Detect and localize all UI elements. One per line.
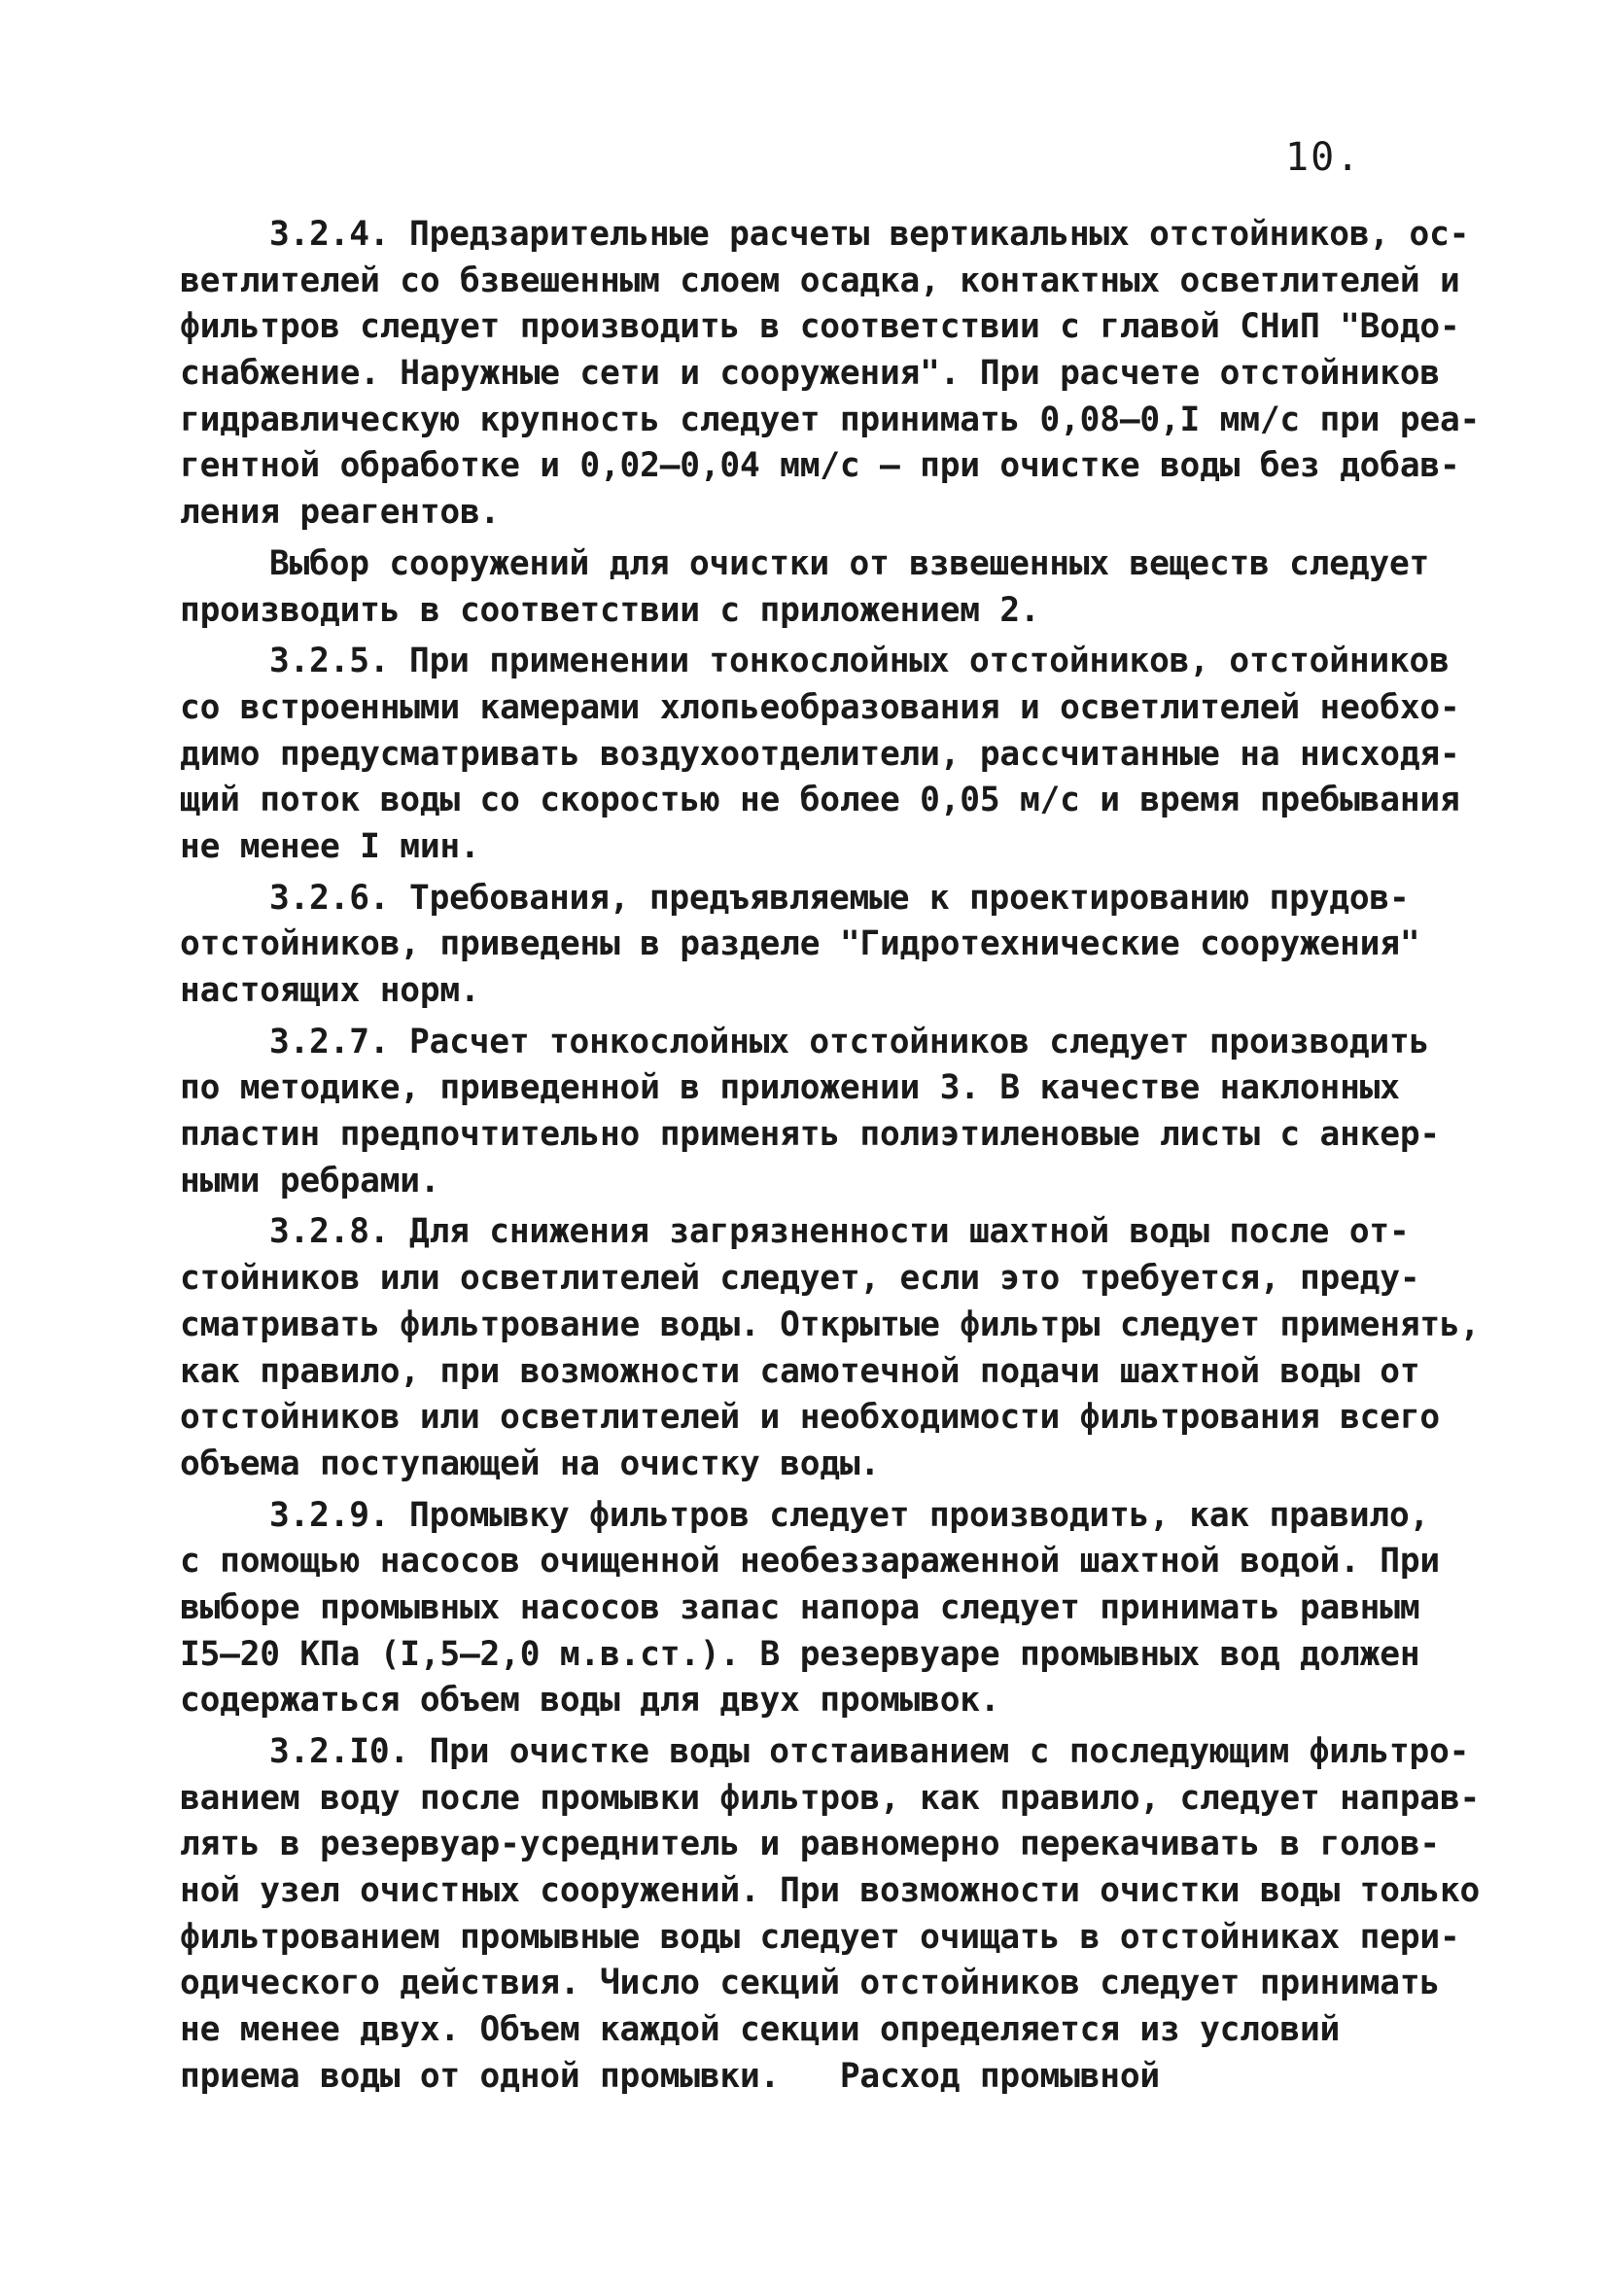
text-line: 3.2.6. Требования, предъявляемые к проектированию прудов- xyxy=(269,878,1410,918)
text-line: ной узел очистных сооружений. При возможности очистки воды только xyxy=(180,1871,1481,1911)
text-line: щий поток воды со скоростью не более 0,05 м/с и время пребывания xyxy=(180,781,1460,820)
paragraph xyxy=(180,639,1460,870)
text-line: содержаться объем воды для двух промывок. xyxy=(180,1681,1000,1721)
text-line: 3.2.5. При применении тонкослойных отстойников, отстойников xyxy=(269,642,1450,681)
paragraph xyxy=(180,1493,1440,1724)
text-line: отстойников или осветлителей и необходимости фильтрования всего xyxy=(180,1398,1440,1438)
text-line: как правило, при возможности самотечной подачи шахтной воды от xyxy=(180,1351,1420,1391)
text-line: Выбор сооружений для очистки от взвешенных веществ следует xyxy=(269,543,1430,583)
text-line: 3.2.I0. При очистке воды отстаиванием с последующим фильтро- xyxy=(269,1732,1470,1771)
paragraph xyxy=(180,541,1434,634)
text-line: стойников или осветлителей следует, если это требуется, преду- xyxy=(180,1259,1420,1299)
text-line: ными ребрами. xyxy=(180,1161,440,1200)
page-number: 10. xyxy=(1285,135,1362,180)
text-line: выборе промывных насосов запас напора следует принимать равным xyxy=(180,1587,1420,1627)
text-line: 3.2.4. Предзарительные расчеты вертикальных отстойников, ос- xyxy=(269,215,1470,254)
text-line: одического действия. Число секций отстойников следует принимать xyxy=(180,1964,1440,2003)
text-line: I5–20 КПа (I,5–2,0 м.в.ст.). В резервуаре промывных вод должен xyxy=(180,1634,1420,1674)
text-line: настоящих норм. xyxy=(180,971,480,1010)
paragraph xyxy=(180,1020,1440,1205)
text-line: ления реагентов. xyxy=(180,493,501,533)
text-line: гентной обработке и 0,02–0,04 мм/с – при очистке воды без добав- xyxy=(180,446,1460,486)
text-line: со встроенными камерами хлопьеобразования и осветлителей необхо- xyxy=(180,687,1460,727)
text-line: не менее двух. Объем каждой секции определяется из условий xyxy=(180,2010,1341,2050)
text-line: фильтров следует производить в соответствии с главой СНиП "Водо- xyxy=(180,307,1460,347)
text-line: отстойников, приведены в разделе "Гидротехнические сооружения" xyxy=(180,924,1420,964)
text-line: ветлителей со бзвешенным слоем осадка, контактных осветлителей и xyxy=(180,261,1460,300)
text-line: гидравлическую крупность следует принимать 0,08–0,I мм/с при реа- xyxy=(180,400,1481,439)
paragraph xyxy=(180,1729,1481,2101)
text-line: лять в резервуар-усреднитель и равномерно перекачивать в голов- xyxy=(180,1825,1440,1864)
document-body xyxy=(180,212,1481,2105)
text-line: по методике, приведенной в приложении 3. В качестве наклонных xyxy=(180,1068,1400,1108)
text-line: не менее I мин. xyxy=(180,826,480,866)
paragraph xyxy=(180,876,1434,1015)
text-line: 3.2.7. Расчет тонкослойных отстойников следует производить xyxy=(269,1022,1430,1061)
text-line: пластин предпочтительно применять полиэтиленовые листы с анкер- xyxy=(180,1115,1440,1155)
text-line: с помощью насосов очищенной необеззараженной шахтной водой. При xyxy=(180,1542,1440,1582)
text-line: 3.2.8. Для снижения загрязненности шахтной воды после от- xyxy=(269,1212,1410,1252)
text-line: 3.2.9. Промывку фильтров следует производить, как правило, xyxy=(269,1495,1430,1535)
text-line: димо предусматривать воздухоотделители, рассчитанные на нисходя- xyxy=(180,734,1460,774)
text-line: сматривать фильтрование воды. Открытые фильтры следует применять, xyxy=(180,1305,1481,1344)
paragraph xyxy=(180,1209,1481,1487)
text-line: ванием воду после промывки фильтров, как правило, следует направ- xyxy=(180,1778,1481,1818)
text-line: приема воды от одной промывки. Расход промывной xyxy=(180,2056,1160,2096)
paragraph xyxy=(180,212,1481,537)
text-line: производить в соответствии с приложением 2. xyxy=(180,590,1040,630)
text-line: снабжение. Наружные сети и сооружения". При расчете отстойников xyxy=(180,354,1440,394)
text-line: фильтрованием промывные воды следует очищать в отстойниках пери- xyxy=(180,1917,1460,1957)
text-line: объема поступающей на очистку воды. xyxy=(180,1444,880,1483)
